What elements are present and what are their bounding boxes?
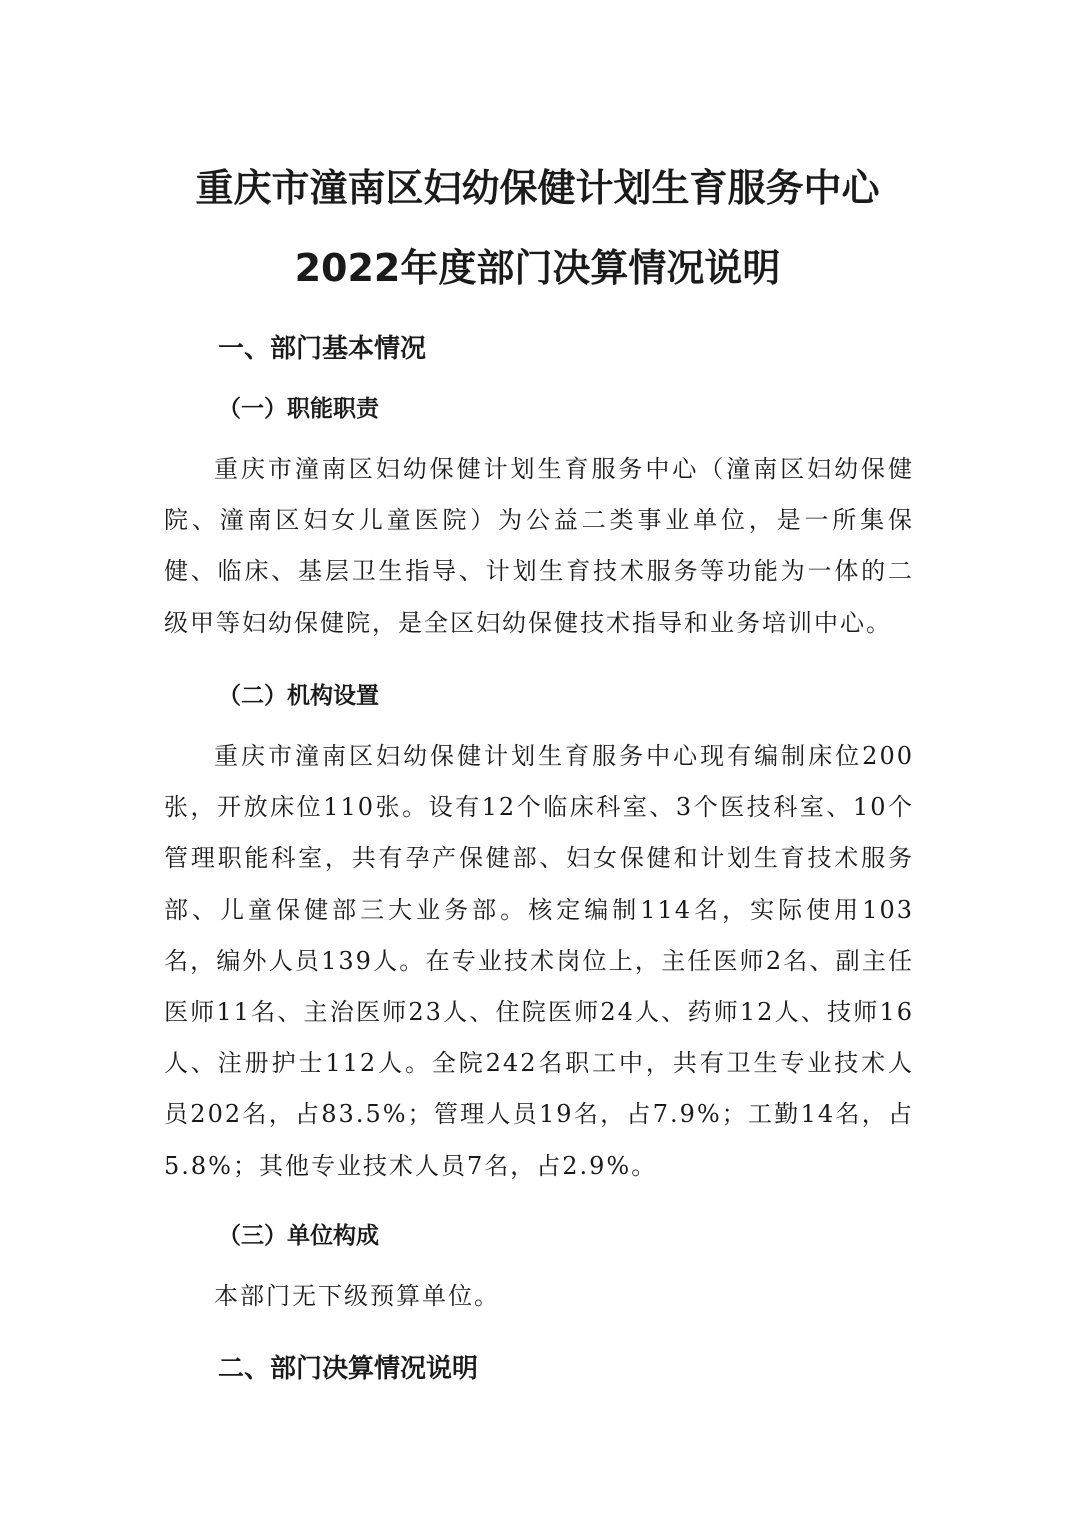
subsection-heading-composition: （三）单位构成 <box>218 1223 379 1249</box>
subsection-heading-organization: （二）机构设置 <box>218 683 379 709</box>
document-title: 重庆市潼南区妇幼保健计划生育服务中心 <box>195 166 880 210</box>
paragraph-organization: 重庆市潼南区妇幼保健计划生育服务中心现有编制床位200张，开放床位110张。设有12个临床科室、3个医技科室、10个管理职能科室，共有孕产保健部、妇女保健和计划生育技术服务部、儿童保健部三大业务部。核定编制114名，实际使用103名，编外人员139人。在专业技术岗位上，主任医师2名、副主任医师11名、主治医师23人、住院医师24人、药师12人、技师16人、注册护士112人。全院242名职工中，共有卫生专业技术人员202名，占83.5%；管理人员19名，占7.9%；工勤14名，占5.8%；其他专业技术人员7名，占2.9%。 <box>164 742 914 1180</box>
section-heading-final-accounts: 二、部门决算情况说明 <box>218 1354 479 1384</box>
subsection-heading-functions: （一）职能职责 <box>218 396 379 422</box>
paragraph-functions: 重庆市潼南区妇幼保健计划生育服务中心（潼南区妇幼保健院、潼南区妇女儿童医院）为公益二类事业单位，是一所集保健、临床、基层卫生指导、计划生育技术服务等功能为一体的二级甲等妇幼保健院，是全区妇幼保健技术指导和业务培训中心。 <box>164 455 914 637</box>
paragraph-composition: 本部门无下级预算单位。 <box>214 1282 500 1310</box>
document-subtitle: 2022年度部门决算情况说明 <box>294 246 781 290</box>
section-heading-basic-info: 一、部门基本情况 <box>218 334 427 364</box>
